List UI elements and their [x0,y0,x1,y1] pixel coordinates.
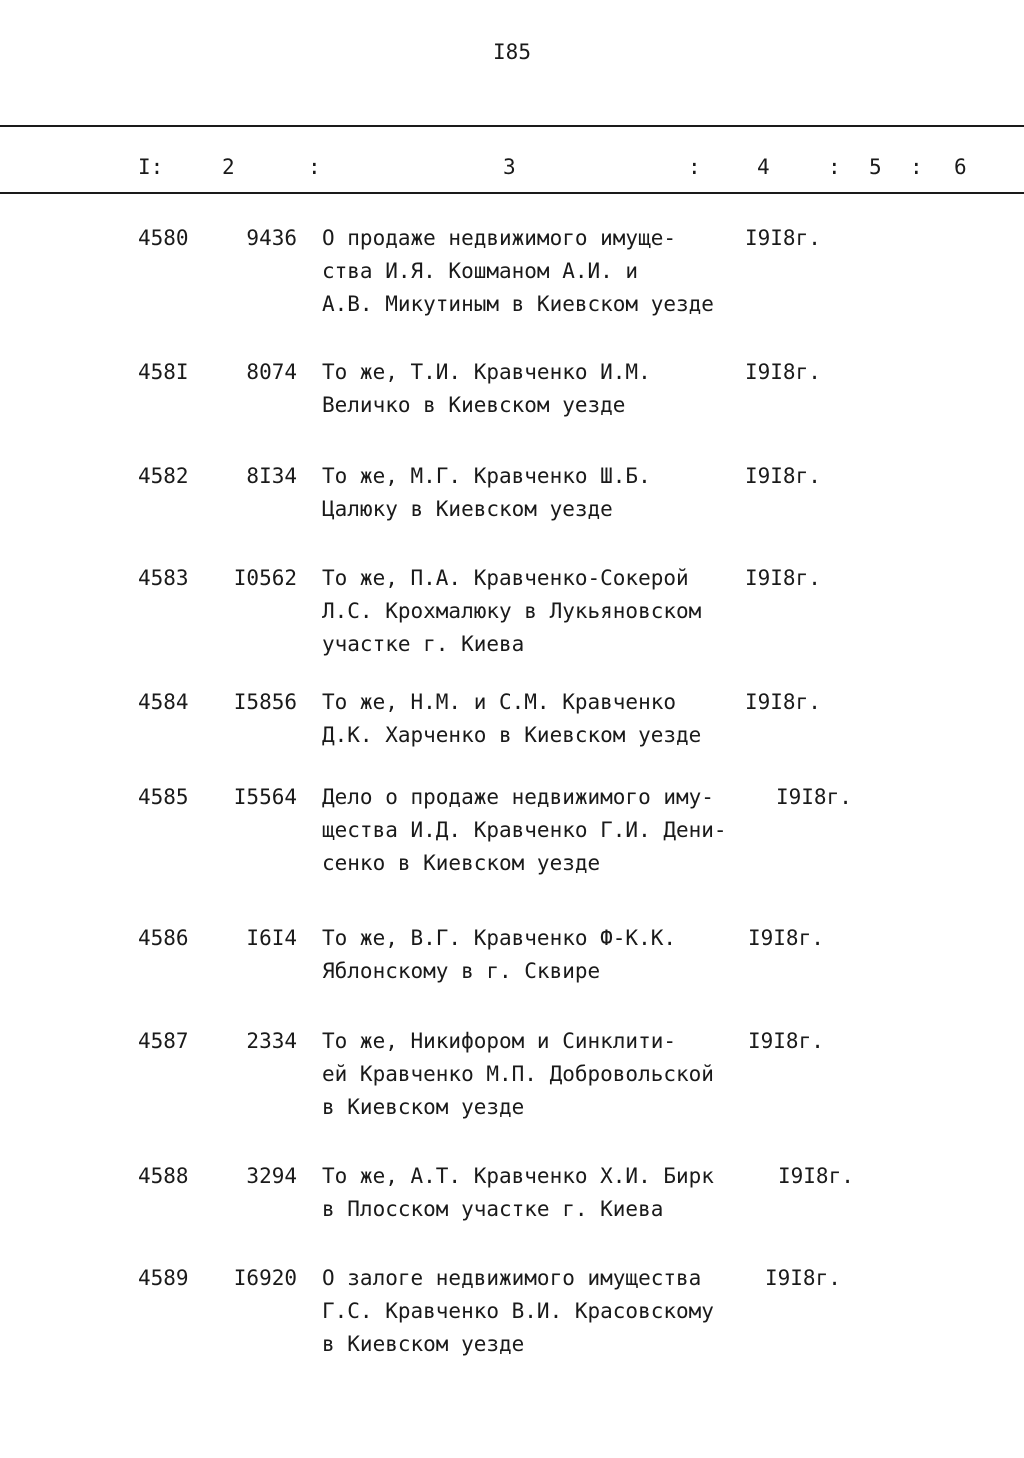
item-description [322,1160,742,1226]
item-code: I6I4 [246,926,297,950]
description-line: в Плосском участке г. Киева [322,1197,664,1221]
header-bottom-rule [0,192,1024,194]
item-code: I6920 [233,1266,297,1290]
item-description [322,222,742,321]
description-line: О продаже недвижимого имуще- [322,226,677,250]
item-number: 4589 [138,1266,189,1290]
item-description [322,356,742,422]
description-line: щества И.Д. Кравченко Г.И. Дени- [322,818,727,842]
description-line: То же, А.Т. Кравченко Х.И. Бирк [322,1164,714,1188]
column-separator-3: : [828,155,841,179]
item-year: I9I8г. [745,690,821,714]
item-year: I9I8г. [745,566,821,590]
description-line: То же, Никифором и Синклити- [322,1029,677,1053]
description-line: То же, П.А. Кравченко-Сокерой [322,566,689,590]
item-number: 4583 [138,566,189,590]
description-line: То же, М.Г. Кравченко Ш.Б. [322,464,651,488]
item-code: 2334 [246,1029,297,1053]
item-number: 4587 [138,1029,189,1053]
item-description [322,1025,742,1124]
description-line: О залоге недвижимого имущества [322,1266,702,1290]
item-year: I9I8г. [778,1164,854,1188]
description-line: в Киевском уезде [322,1095,525,1119]
description-line: То же, В.Г. Кравченко Ф-К.К. [322,926,677,950]
description-line: ей Кравченко М.П. Добровольской [322,1062,714,1086]
item-year: I9I8г. [745,464,821,488]
description-line: участке г. Киева [322,632,525,656]
top-rule [0,125,1024,127]
column-header-3: 3 [503,155,516,179]
item-code: 3294 [246,1164,297,1188]
item-description [322,562,742,661]
item-year: I9I8г. [748,1029,824,1053]
item-description [322,781,742,880]
item-number: 4586 [138,926,189,950]
item-number: 458I [138,360,189,384]
item-description [322,1262,742,1361]
item-number: 4585 [138,785,189,809]
page-number: I85 [493,40,531,64]
column-separator-2: : [688,155,701,179]
item-code: I5564 [233,785,297,809]
description-line: в Киевском уезде [322,1332,525,1356]
description-line: Цалюку в Киевском уезде [322,497,613,521]
column-header-4: 4 [757,155,770,179]
item-year: I9I8г. [745,360,821,384]
description-line: Д.К. Харченко в Киевском уезде [322,723,702,747]
item-number: 4580 [138,226,189,250]
item-description [322,922,742,988]
description-line: То же, Н.М. и С.М. Кравченко [322,690,677,714]
item-number: 4584 [138,690,189,714]
description-line: Дело о продаже недвижимого иму- [322,785,714,809]
column-separator-4: : [910,155,923,179]
item-code: I5856 [233,690,297,714]
column-header-2: 2 [222,155,235,179]
description-line: Л.С. Крохмалюку в Лукьяновском [322,599,702,623]
item-number: 4588 [138,1164,189,1188]
item-code: 8I34 [246,464,297,488]
item-number: 4582 [138,464,189,488]
description-line: Яблонскому в г. Сквире [322,959,601,983]
column-header-1: I: [138,155,164,179]
item-year: I9I8г. [745,226,821,250]
item-year: I9I8г. [765,1266,841,1290]
description-line: Величко в Киевском уезде [322,393,626,417]
description-line: Г.С. Кравченко В.И. Красовскому [322,1299,714,1323]
item-code: 8074 [246,360,297,384]
item-code: I0562 [233,566,297,590]
description-line: сенко в Киевском уезде [322,851,601,875]
description-line: А.В. Микутиным в Киевском уезде [322,292,714,316]
column-separator-1: : [308,155,321,179]
description-line: То же, Т.И. Кравченко И.М. [322,360,651,384]
column-header-5: 5 [869,155,882,179]
column-header-6: 6 [954,155,967,179]
item-code: 9436 [246,226,297,250]
item-year: I9I8г. [748,926,824,950]
item-description [322,460,742,526]
item-year: I9I8г. [776,785,852,809]
description-line: ства И.Я. Кошманом А.И. и [322,259,639,283]
item-description [322,686,742,752]
